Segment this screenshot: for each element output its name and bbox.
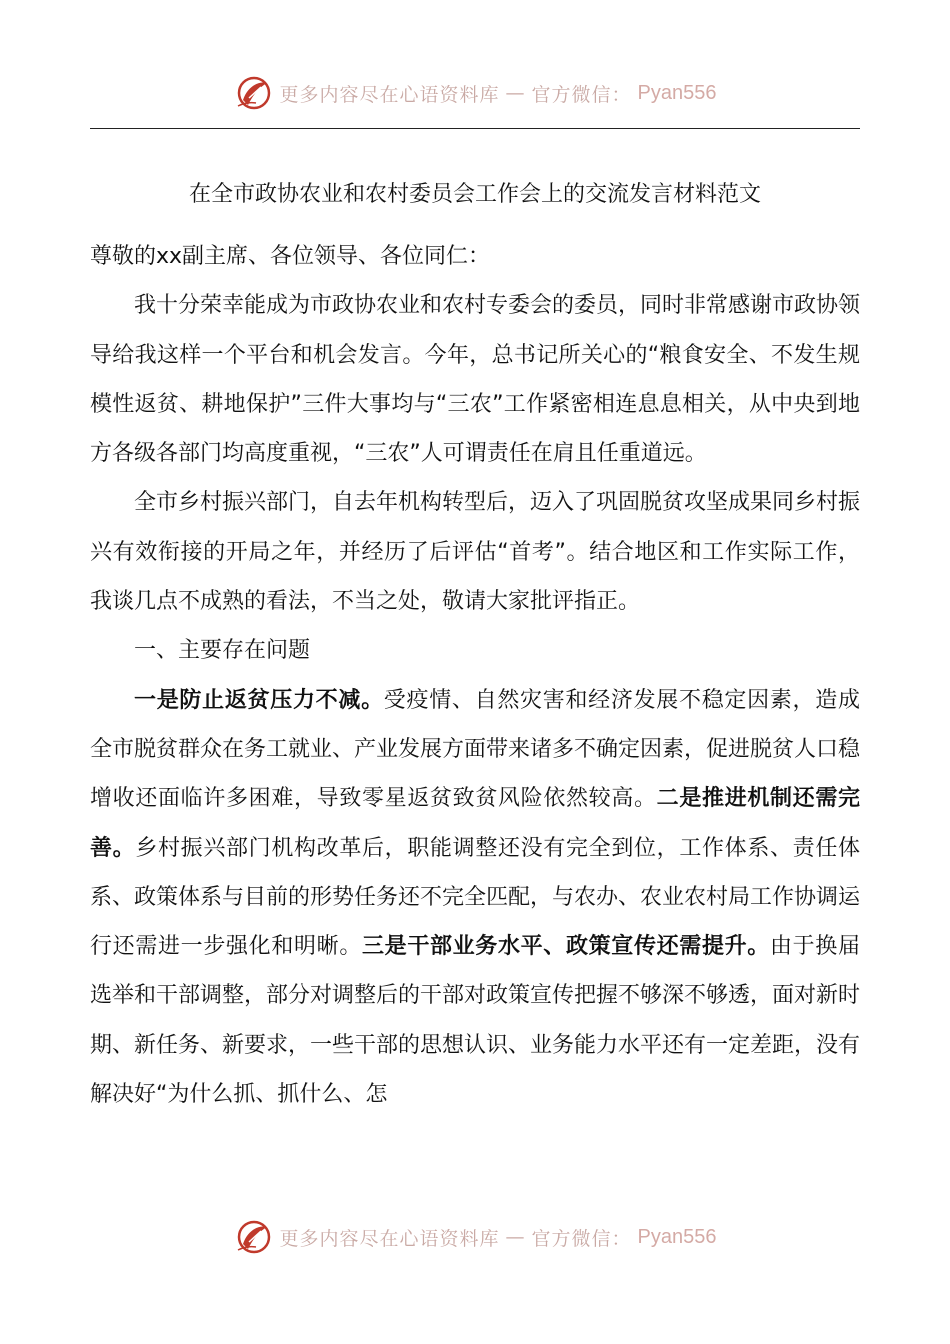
banner-separator: — [505,82,526,104]
problem-1-text: 受疫情、自然灾害和经济发展不稳定因素，造成全市脱贫群众在务工就业、产业发展方面带来诸多不确定因素，促进脱贫人口稳增收还面临许多困难，导致零星返贫致贫风险依然较高。 [90,687,861,812]
document-title: 在全市政协农业和农村委员会工作会上的交流发言材料范文 [188,182,761,207]
banner-wechat-label: 官方微信： [531,83,632,106]
brand-logo-icon [234,73,274,113]
footer-wechat-id: Pyan556 [637,1225,717,1248]
header-banner [0,70,950,116]
footer-banner [0,1214,950,1260]
footer-slogan: 更多内容尽在心语资料库 [279,1227,500,1250]
document-body [90,232,860,1119]
problem-3-text: 由于换届选举和干部调整，部分对调整后的干部对政策宣传把握不够深不够透，面对新时期、新任务、新要求，一些干部的思想认识、业务能力水平还有一定差距，没有解决好“为什么抓、抓什么、怎 [90,934,861,1108]
paragraph-context: 全市乡村振兴部门，自去年机构转型后，迈入了巩固脱贫攻坚成果同乡村振兴有效衔接的开局之年，并经历了后评估“首考”。结合地区和工作实际工作，我谈几点不成熟的看法，不当之处，敬请大家批评指正。 [90,490,861,615]
problem-2-text: 乡村振兴部门机构改革后，职能调整还没有完全到位，工作体系、责任体系、政策体系与目前的形势任务还不完全匹配，与农办、农业农村局工作协调运行还需进一步强化和明晰。 [90,835,861,960]
section-heading: 一、主要存在问题 [134,638,311,664]
footer-separator: — [505,1226,526,1248]
brand-logo-icon [234,1217,274,1257]
problem-1-heading: 一是防止返贫压力不减。 [134,687,384,713]
paragraph-intro: 我十分荣幸能成为市政协农业和农村专委会的委员，同时非常感谢市政协领导给我这样一个平台和机会发言。今年，总书记所关心的“粮食安全、不发生规模性返贫、耕地保护”三件大事均与“三农”工作紧密相连息息相关，从中央到地方各级各部门均高度重视，“三农”人可谓责任在肩且任重道远。 [90,293,861,467]
problem-2-heading: 二是推进机制还需完善。 [90,786,860,861]
banner-slogan: 更多内容尽在心语资料库 [279,83,500,106]
salutation: 尊敬的xx副主席、各位领导、各位同仁： [90,244,491,269]
paragraph-problems [90,676,860,1120]
problem-3-heading: 三是干部业务水平、政策宣传还需提升。 [361,934,770,960]
header-divider [90,128,860,129]
footer-wechat-label: 官方微信： [531,1227,632,1250]
banner-wechat-id: Pyan556 [637,81,717,104]
